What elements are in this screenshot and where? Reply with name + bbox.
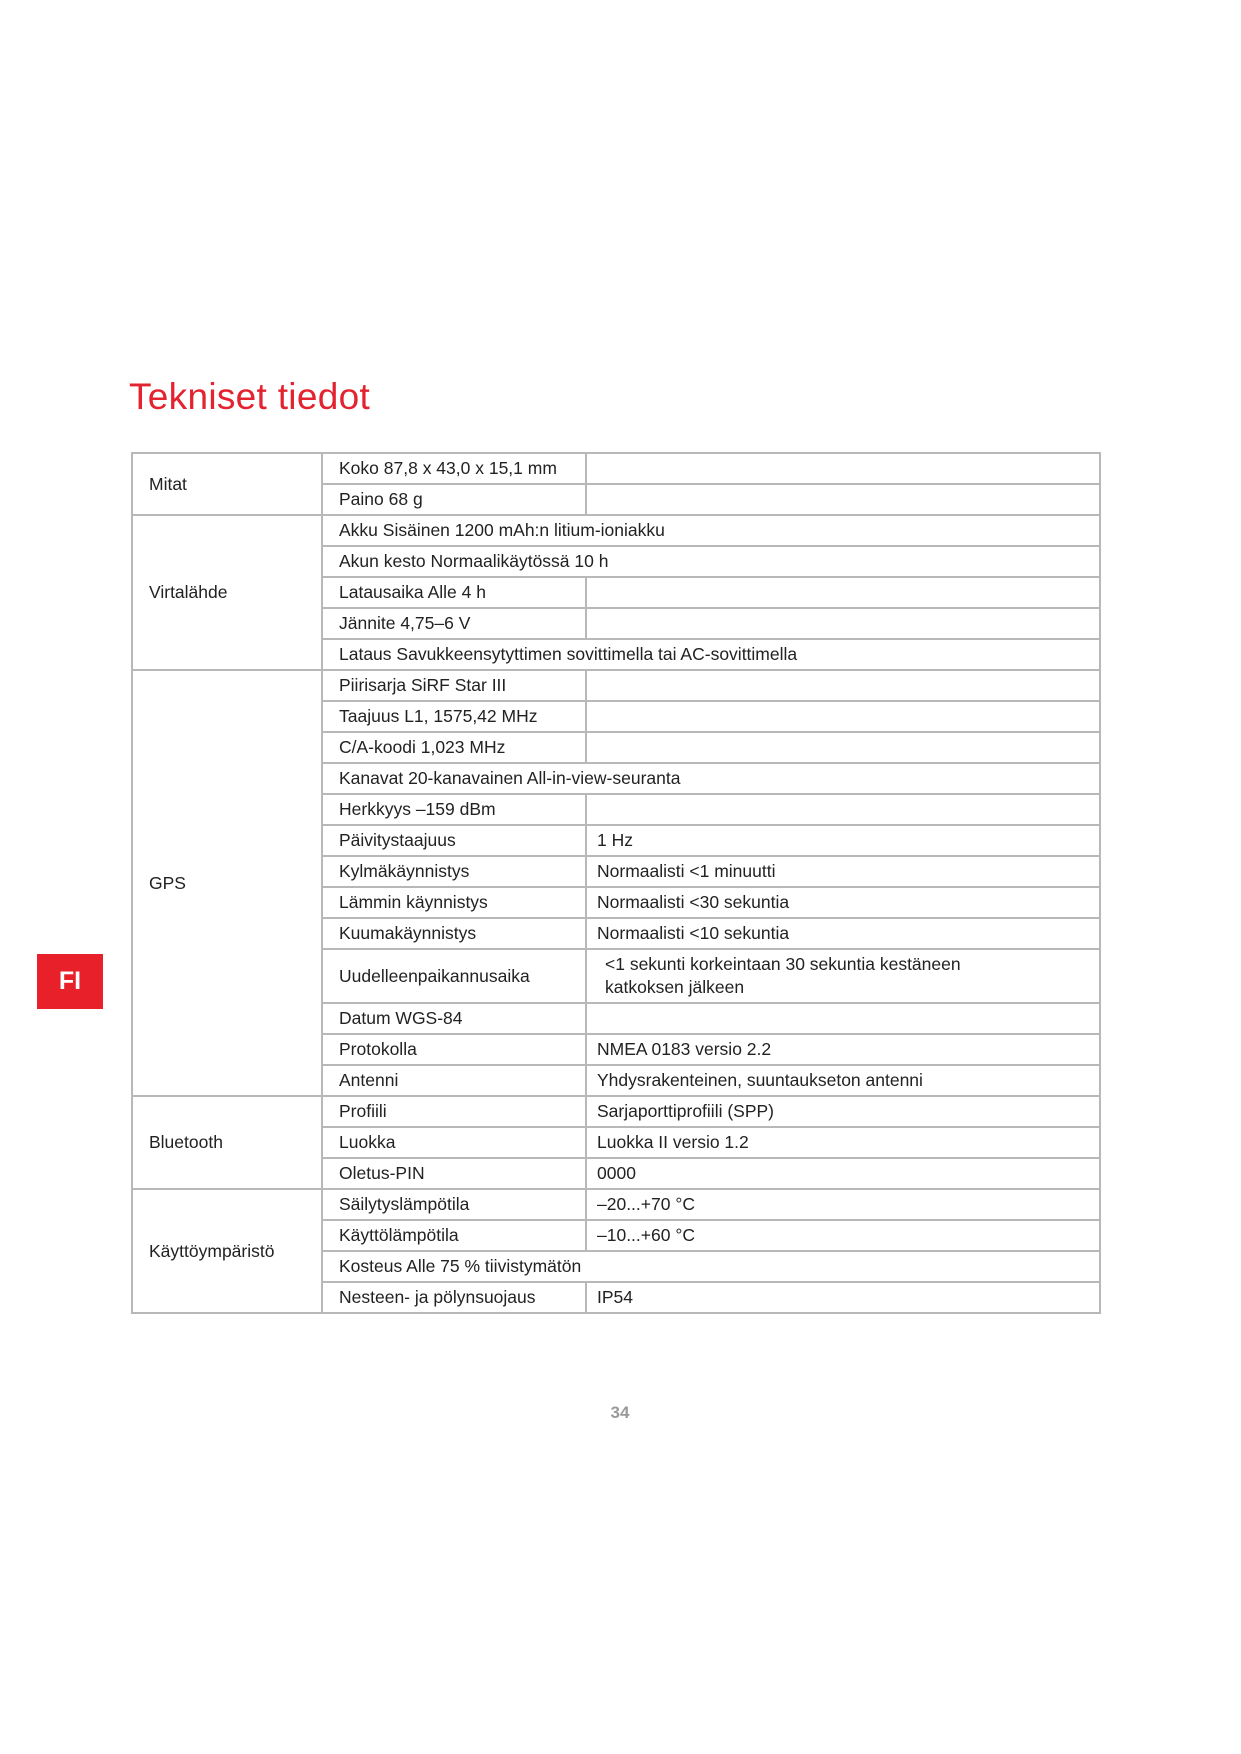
spec-value: –10...+60 °C xyxy=(586,1220,1100,1251)
spec-cell xyxy=(322,608,586,639)
spec-empty-cell xyxy=(586,453,1100,484)
spec-category: GPS xyxy=(132,670,322,1096)
spec-cell xyxy=(322,1251,1100,1282)
spec-value: WGS-84 xyxy=(395,1008,463,1028)
spec-key: Jännite xyxy=(339,613,396,633)
spec-key: Antenni xyxy=(322,1065,586,1096)
spec-value: SiRF Star III xyxy=(410,675,507,695)
spec-empty-cell xyxy=(586,701,1100,732)
page-title: Tekniset tiedot xyxy=(129,376,371,417)
spec-value: 4,75–6 V xyxy=(400,613,471,633)
spec-key: Luokka xyxy=(322,1127,586,1158)
spec-key: Protokolla xyxy=(322,1034,586,1065)
spec-empty-cell xyxy=(586,1003,1100,1034)
spec-key: Akku xyxy=(339,520,378,540)
spec-value: Savukkeensytyttimen sovittimella tai AC-sovittimella xyxy=(396,644,798,664)
spec-key: Säilytyslämpötila xyxy=(322,1189,586,1220)
spec-value: Luokka II versio 1.2 xyxy=(586,1127,1100,1158)
spec-value: Alle 75 % tiivistymätön xyxy=(406,1256,582,1276)
spec-empty-cell xyxy=(586,670,1100,701)
spec-cell xyxy=(322,763,1100,794)
spec-key: Kylmäkäynnistys xyxy=(322,856,586,887)
spec-key: Lämmin käynnistys xyxy=(322,887,586,918)
spec-value: –159 dBm xyxy=(415,799,496,819)
spec-empty-cell xyxy=(586,794,1100,825)
spec-empty-cell xyxy=(586,732,1100,763)
spec-cell xyxy=(322,546,1100,577)
spec-value: Normaalisti <30 sekuntia xyxy=(586,887,1100,918)
spec-empty-cell xyxy=(586,484,1100,515)
spec-key: C/A-koodi xyxy=(339,737,416,757)
spec-value: <1 sekunti korkeintaan 30 sekuntia kestäneen katkoksen jälkeen xyxy=(586,949,1100,1003)
spec-key: Käyttölämpötila xyxy=(322,1220,586,1251)
spec-value: 87,8 x 43,0 x 15,1 mm xyxy=(383,458,557,478)
spec-key: Oletus-PIN xyxy=(322,1158,586,1189)
spec-value: Alle 4 h xyxy=(427,582,486,602)
spec-row xyxy=(132,1096,1100,1127)
spec-value: Sisäinen 1200 mAh:n litium-ioniakku xyxy=(382,520,665,540)
spec-row xyxy=(132,1189,1100,1220)
spec-key: Lataus xyxy=(339,644,392,664)
spec-key: Latausaika xyxy=(339,582,424,602)
spec-empty-cell xyxy=(586,608,1100,639)
spec-value: Sarjaporttiprofiili (SPP) xyxy=(586,1096,1100,1127)
spec-key: Profiili xyxy=(322,1096,586,1127)
spec-cell xyxy=(322,515,1100,546)
spec-key: Nesteen- ja pölynsuojaus xyxy=(322,1282,586,1313)
spec-key: Akun kesto xyxy=(339,551,426,571)
spec-cell xyxy=(322,732,586,763)
spec-value: 1,023 MHz xyxy=(420,737,506,757)
spec-category: Bluetooth xyxy=(132,1096,322,1189)
spec-table xyxy=(131,452,1101,1314)
spec-value: –20...+70 °C xyxy=(586,1189,1100,1220)
spec-cell xyxy=(322,577,586,608)
spec-cell xyxy=(322,453,586,484)
spec-value: NMEA 0183 versio 2.2 xyxy=(586,1034,1100,1065)
spec-value: 1 Hz xyxy=(586,825,1100,856)
spec-key: Paino xyxy=(339,489,384,509)
spec-row xyxy=(132,453,1100,484)
spec-key: Datum xyxy=(339,1008,391,1028)
spec-key: Piirisarja xyxy=(339,675,407,695)
spec-value: Normaalikäytössä 10 h xyxy=(430,551,609,571)
language-tab: FI xyxy=(37,954,103,1009)
spec-key: Kosteus xyxy=(339,1256,403,1276)
spec-category: Mitat xyxy=(132,453,322,515)
spec-empty-cell xyxy=(586,577,1100,608)
spec-value: IP54 xyxy=(586,1282,1100,1313)
spec-cell xyxy=(322,794,586,825)
spec-value: Yhdysrakenteinen, suuntaukseton antenni xyxy=(586,1065,1100,1096)
spec-value: 20-kanavainen All-in-view-seuranta xyxy=(408,768,681,788)
spec-row xyxy=(132,515,1100,546)
spec-key: Uudelleenpaikannusaika xyxy=(322,949,586,1003)
spec-key: Herkkyys xyxy=(339,799,411,819)
spec-cell xyxy=(322,639,1100,670)
spec-value: Normaalisti <1 minuutti xyxy=(586,856,1100,887)
spec-value: L1, 1575,42 MHz xyxy=(404,706,538,726)
spec-key: Kuumakäynnistys xyxy=(322,918,586,949)
spec-cell xyxy=(322,1003,586,1034)
spec-value: 0000 xyxy=(586,1158,1100,1189)
page-number: 34 xyxy=(610,1403,630,1422)
spec-cell xyxy=(322,701,586,732)
spec-cell xyxy=(322,670,586,701)
spec-row xyxy=(132,670,1100,701)
spec-value: 68 g xyxy=(388,489,423,509)
spec-key: Kanavat xyxy=(339,768,404,788)
spec-category: Virtalähde xyxy=(132,515,322,670)
spec-category: Käyttöympäristö xyxy=(132,1189,322,1313)
spec-key: Taajuus xyxy=(339,706,400,726)
spec-key: Päivitystaajuus xyxy=(322,825,586,856)
spec-key: Koko xyxy=(339,458,379,478)
spec-value: Normaalisti <10 sekuntia xyxy=(586,918,1100,949)
spec-cell xyxy=(322,484,586,515)
